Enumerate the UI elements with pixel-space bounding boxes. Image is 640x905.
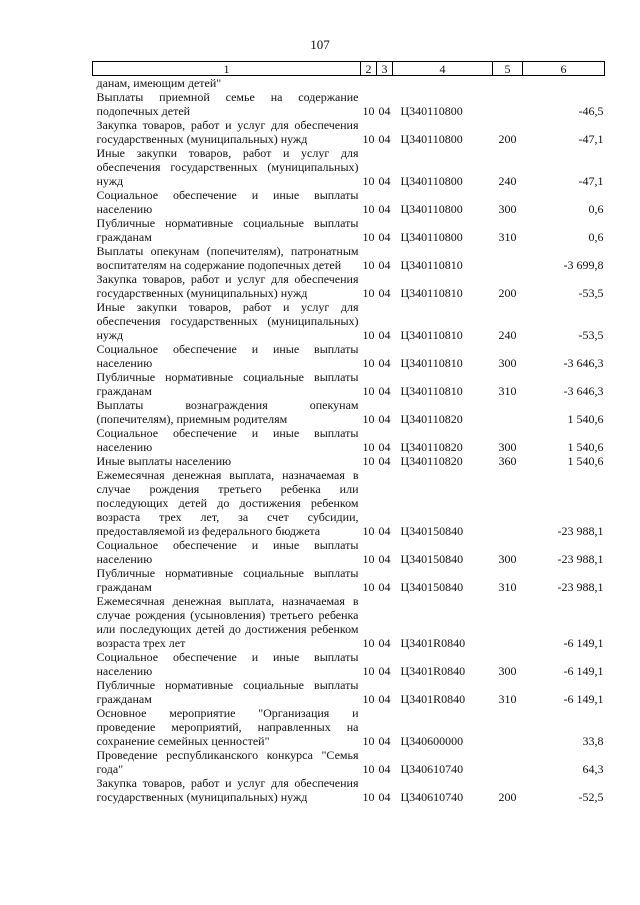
row-section: 10 [362,636,375,650]
row-subsection: 04 [378,412,391,426]
row-subsection: 04 [378,202,391,216]
row-expense-type: 310 [498,580,517,594]
row-name: Выплаты опекунам (попечителям), патронатным воспитателям на содержание подопечных детей [96,244,359,272]
row-subsection: 04 [378,580,391,594]
row-expense-type: 300 [498,664,517,678]
table-row [93,454,605,468]
row-target-code: Ц340110800 [400,104,463,118]
row-subsection: 04 [378,104,391,118]
row-section: 10 [362,580,375,594]
row-amount: -6 149,1 [563,692,604,706]
row-expense-type: 200 [498,790,517,804]
row-section: 10 [362,202,375,216]
table-row [93,244,605,272]
row-target-code: Ц340610740 [400,762,464,776]
row-section [361,76,377,91]
column-header-name: 1 [93,62,361,76]
row-name: Социальное обеспечение и иные выплаты населению [96,538,359,566]
column-header-subsection: 3 [377,62,393,76]
row-name: Социальное обеспечение и иные выплаты населению [96,426,359,454]
row-section: 10 [362,552,375,566]
row-amount: 1 540,6 [567,454,604,468]
row-subsection: 04 [378,664,391,678]
row-target-code: Ц340110820 [400,412,463,426]
row-section: 10 [362,286,375,300]
budget-table [92,61,605,804]
row-amount: -23 988,1 [557,524,604,538]
table-row [93,188,605,216]
row-target-code: Ц3401R0840 [400,664,466,678]
table-row [93,216,605,244]
row-expense-type [493,748,523,776]
row-amount: -52,5 [578,790,604,804]
row-subsection: 04 [378,258,391,272]
column-header-target-code: 4 [393,62,493,76]
row-target-code: Ц3401R0840 [400,636,466,650]
row-amount: -53,5 [578,286,604,300]
row-amount: -47,1 [578,174,604,188]
row-target-code: Ц340110810 [400,328,463,342]
row-subsection: 04 [378,356,391,370]
row-amount: -3 646,3 [563,356,604,370]
row-target-code: Ц340110820 [400,454,463,468]
row-subsection: 04 [378,440,391,454]
row-section: 10 [362,440,375,454]
row-expense-type: 300 [498,356,517,370]
row-section: 10 [362,174,375,188]
row-target-code: Ц340110800 [400,230,463,244]
row-amount: 33,8 [582,734,604,748]
row-name: Выплаты вознаграждения опекунам (попечителям), приемным родителям [96,398,359,426]
row-target-code: Ц340610740 [400,790,464,804]
row-section: 10 [362,230,375,244]
row-target-code: Ц340600000 [400,734,464,748]
row-subsection: 04 [378,174,391,188]
row-expense-type: 300 [498,552,517,566]
table-body [93,76,605,805]
row-section: 10 [362,328,375,342]
row-expense-type: 310 [498,692,517,706]
row-amount: -6 149,1 [563,636,604,650]
row-name: данам, имеющим детей" [96,76,222,90]
row-target-code: Ц340110800 [400,132,463,146]
row-name: Ежемесячная денежная выплата, назначаемая в случае рождения (усыновления) третьего ребенка или последующих детей до достижения ребенком возраста трех лет [96,594,359,650]
row-subsection: 04 [378,636,391,650]
table-header [93,62,605,76]
row-section: 10 [362,790,375,804]
row-section: 10 [362,258,375,272]
row-target-code: Ц340150840 [400,552,464,566]
row-subsection: 04 [378,734,391,748]
table-row [93,594,605,650]
row-amount: 1 540,6 [567,412,604,426]
row-expense-type: 240 [498,328,517,342]
row-amount [523,76,605,91]
table-row [93,300,605,342]
row-expense-type [493,76,523,91]
row-target-code: Ц340110810 [400,384,463,398]
row-section: 10 [362,454,375,468]
row-expense-type: 200 [498,132,517,146]
row-name: Основное мероприятие "Организация и проведение мероприятий, направленных на сохранение семейных ценностей" [96,706,359,748]
table-row [93,748,605,776]
table-row [93,678,605,706]
table-row [93,538,605,566]
row-name: Публичные нормативные социальные выплаты гражданам [96,370,359,398]
row-name: Ежемесячная денежная выплата, назначаемая в случае рождения третьего ребенка или последующих детей до достижения ребенком возраста трех лет, за счет субсидии, предоставляемой из федерального бюджета [96,468,359,538]
row-expense-type [493,244,523,272]
table-row [93,146,605,188]
row-subsection: 04 [378,762,391,776]
row-section: 10 [362,524,375,538]
row-expense-type: 240 [498,174,517,188]
row-section: 10 [362,356,375,370]
row-section: 10 [362,384,375,398]
table-row [93,118,605,146]
row-subsection: 04 [378,454,391,468]
row-name: Закупка товаров, работ и услуг для обеспечения государственных (муниципальных) нужд [96,272,359,300]
row-subsection: 04 [378,692,391,706]
row-name: Публичные нормативные социальные выплаты гражданам [96,216,359,244]
row-target-code [393,76,493,91]
row-name: Закупка товаров, работ и услуг для обеспечения государственных (муниципальных) нужд [96,776,359,804]
table-row [93,706,605,748]
row-subsection: 04 [378,132,391,146]
row-section: 10 [362,762,375,776]
row-amount: -3 646,3 [563,384,604,398]
row-expense-type [493,468,523,538]
row-amount: -6 149,1 [563,664,604,678]
table-row [93,342,605,370]
row-amount: -46,5 [578,104,604,118]
row-target-code: Ц340110820 [400,440,463,454]
row-subsection: 04 [378,384,391,398]
row-target-code: Ц340110810 [400,258,463,272]
row-expense-type: 310 [498,230,517,244]
row-section: 10 [362,692,375,706]
table-row [93,776,605,804]
row-amount: -23 988,1 [557,580,604,594]
table-row [93,370,605,398]
row-name: Иные выплаты населению [96,454,232,468]
row-target-code: Ц340110810 [400,356,463,370]
row-subsection: 04 [378,230,391,244]
row-name: Социальное обеспечение и иные выплаты населению [96,342,359,370]
row-name: Иные закупки товаров, работ и услуг для обеспечения государственных (муниципальных) нужд [96,300,359,342]
row-target-code: Ц340110800 [400,174,463,188]
column-header-expense-type: 5 [493,62,523,76]
row-section: 10 [362,132,375,146]
row-target-code: Ц340110800 [400,202,463,216]
page-number: 107 [310,37,330,52]
row-expense-type: 360 [498,454,517,468]
table-row [93,426,605,454]
row-amount: -47,1 [578,132,604,146]
row-expense-type [493,706,523,748]
table-row [93,272,605,300]
row-subsection: 04 [378,524,391,538]
row-target-code: Ц340150840 [400,524,464,538]
row-subsection [377,76,393,91]
row-amount: -23 988,1 [557,552,604,566]
row-name: Проведение республиканского конкурса "Семья года" [96,748,359,776]
row-section: 10 [362,412,375,426]
row-name: Социальное обеспечение и иные выплаты населению [96,650,359,678]
row-amount: 64,3 [582,762,604,776]
row-expense-type: 310 [498,384,517,398]
row-amount: -3 699,8 [563,258,604,272]
row-section: 10 [362,664,375,678]
row-name: Публичные нормативные социальные выплаты гражданам [96,678,359,706]
row-target-code: Ц3401R0840 [400,692,466,706]
column-header-section: 2 [361,62,377,76]
row-expense-type [493,594,523,650]
row-amount: 1 540,6 [567,440,604,454]
column-header-amount: 6 [523,62,605,76]
row-target-code: Ц340110810 [400,286,463,300]
row-amount: -53,5 [578,328,604,342]
header-row [93,62,605,76]
row-name: Выплаты приемной семье на содержание подопечных детей [96,90,359,118]
row-name: Закупка товаров, работ и услуг для обеспечения государственных (муниципальных) нужд [96,118,359,146]
row-expense-type: 200 [498,286,517,300]
row-name: Иные закупки товаров, работ и услуг для обеспечения государственных (муниципальных) нужд [96,146,359,188]
row-name: Социальное обеспечение и иные выплаты населению [96,188,359,216]
row-section: 10 [362,734,375,748]
table-row [93,90,605,118]
row-amount: 0,6 [588,202,604,216]
row-expense-type [493,90,523,118]
row-target-code: Ц340150840 [400,580,464,594]
row-subsection: 04 [378,790,391,804]
row-expense-type [493,398,523,426]
table-row [93,650,605,678]
row-subsection: 04 [378,552,391,566]
row-expense-type: 300 [498,440,517,454]
table-row [93,566,605,594]
row-section: 10 [362,104,375,118]
table-row [93,76,605,91]
row-subsection: 04 [378,286,391,300]
row-name: Публичные нормативные социальные выплаты гражданам [96,566,359,594]
table-row [93,398,605,426]
table-row [93,468,605,538]
row-subsection: 04 [378,328,391,342]
row-amount: 0,6 [588,230,604,244]
row-expense-type: 300 [498,202,517,216]
